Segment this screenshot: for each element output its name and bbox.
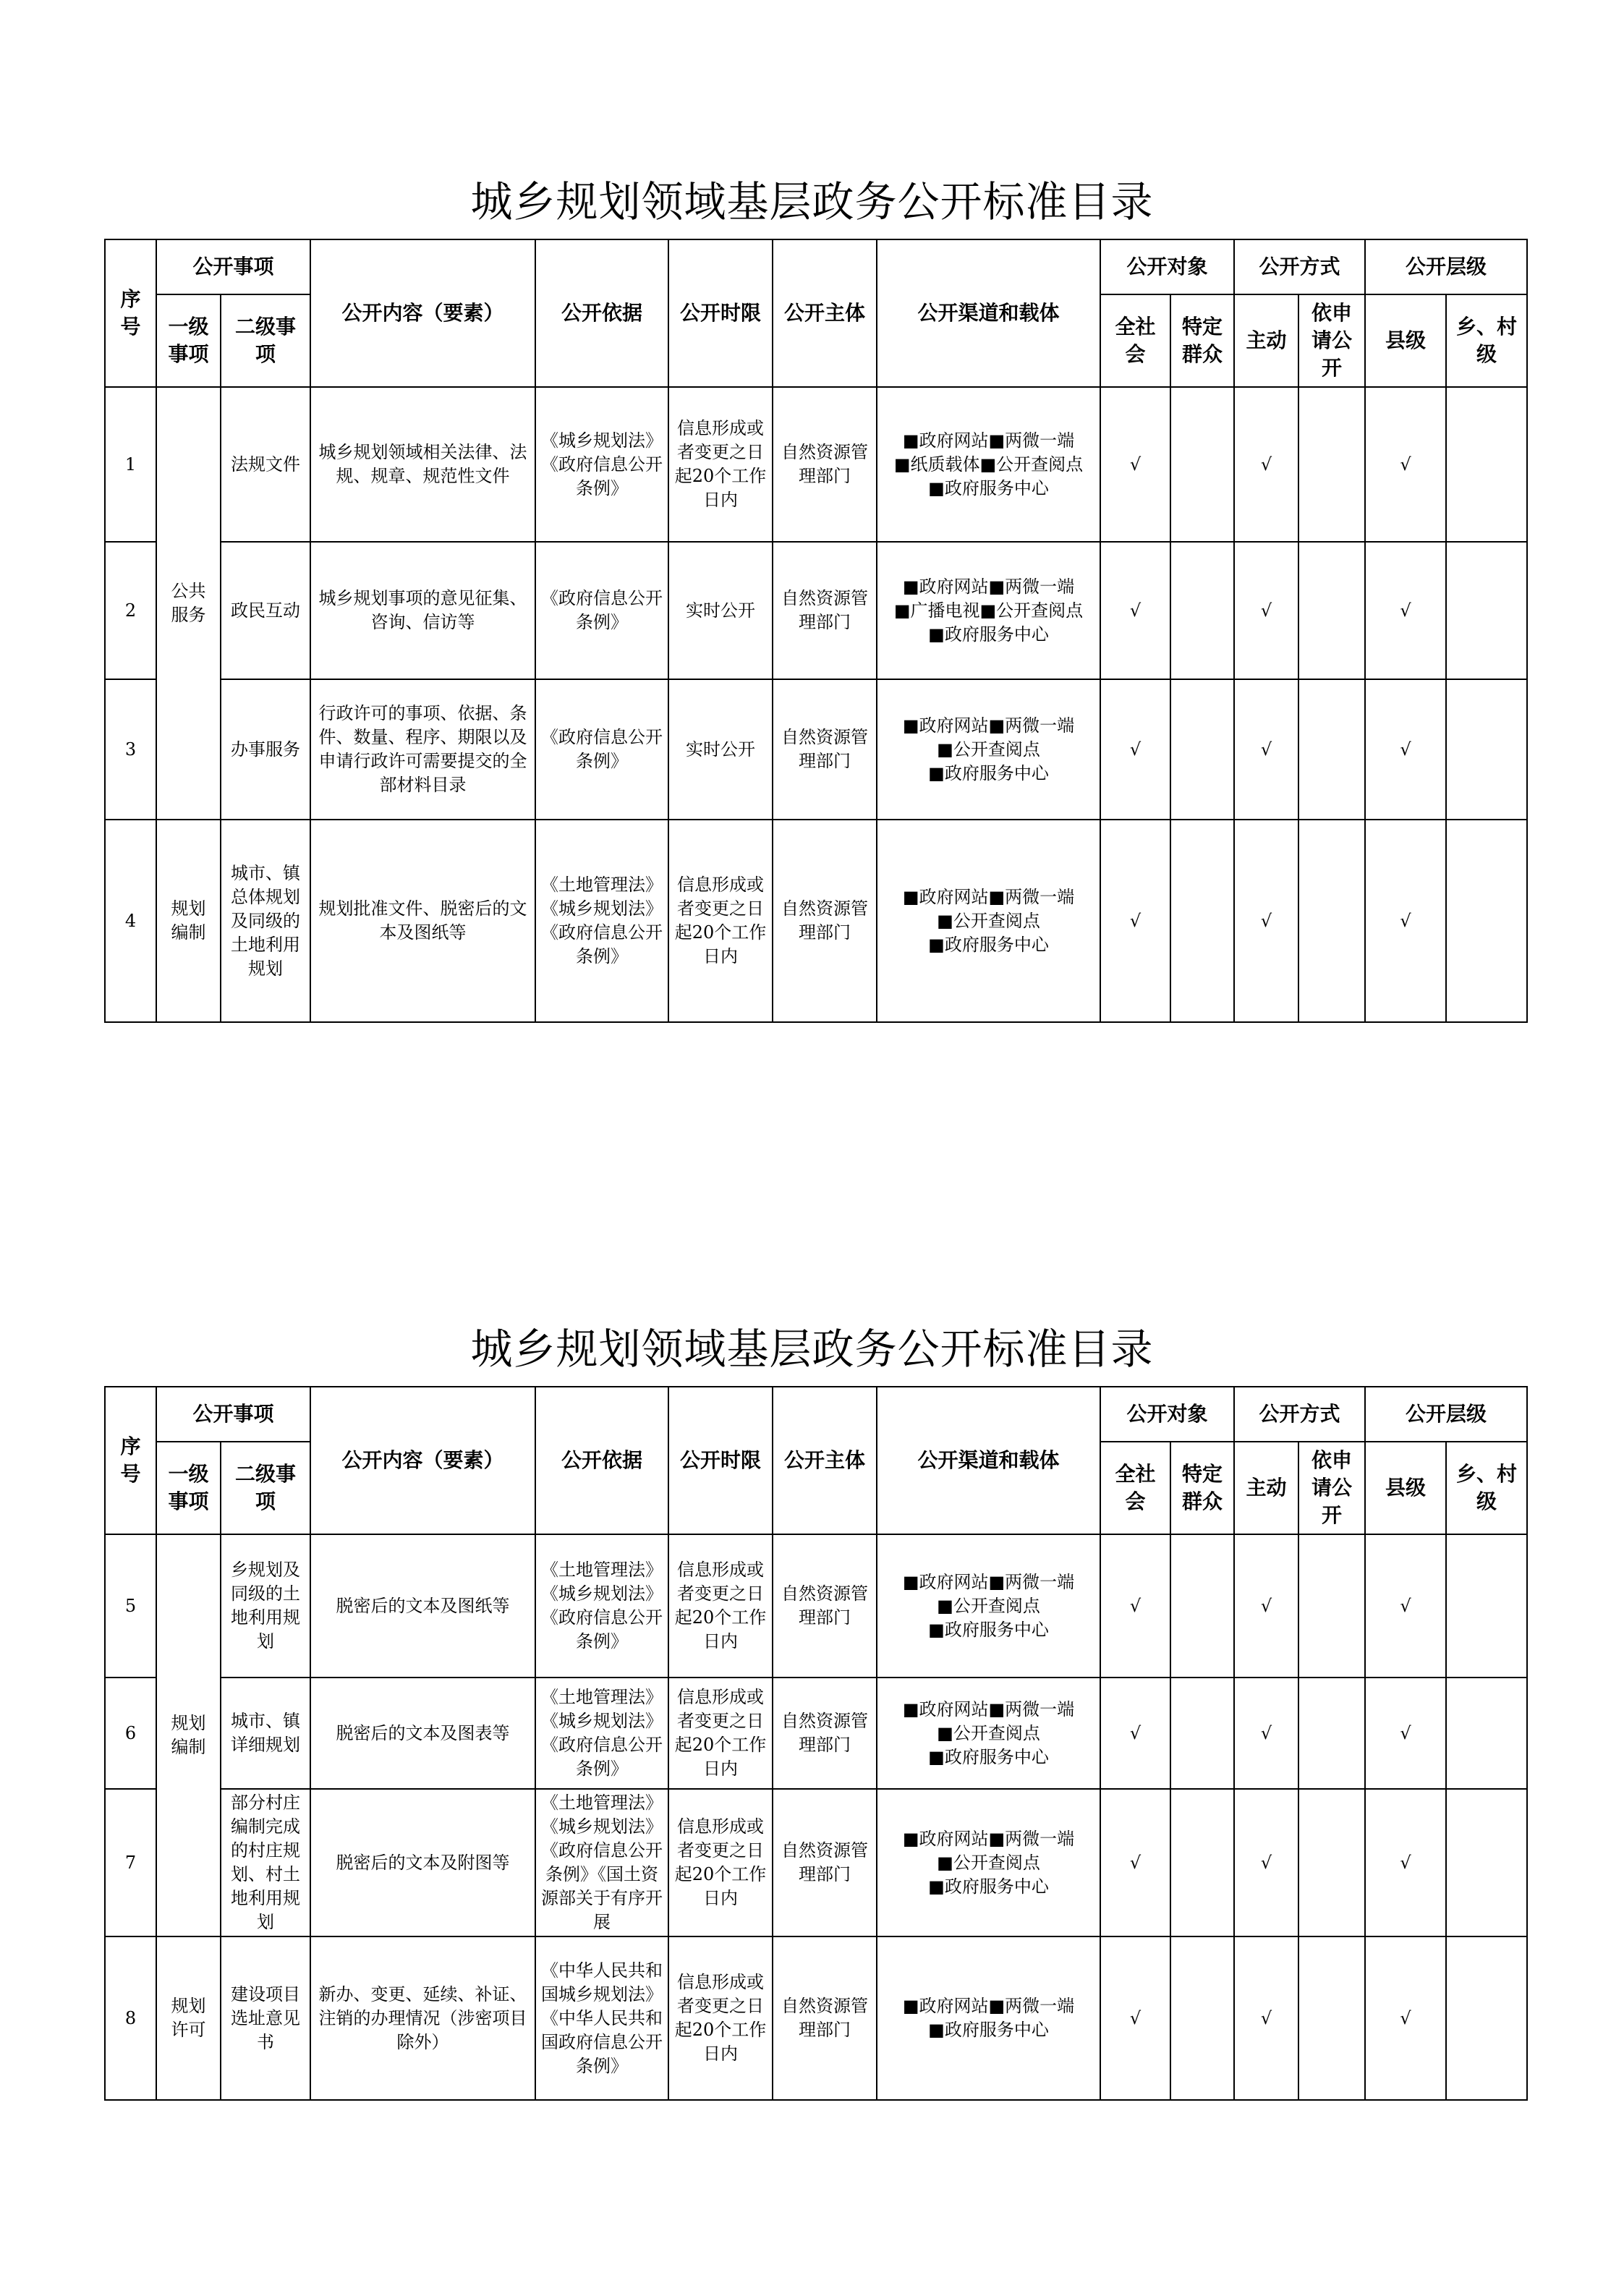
row-basis: 《中华人民共和国城乡规划法》《中华人民共和国政府信息公开条例》 xyxy=(535,1936,668,2100)
header-items: 公开事项 xyxy=(156,1387,310,1442)
row-subject: 自然资源管理部门 xyxy=(773,679,877,820)
channel-line: ■政府服务中心 xyxy=(928,934,1049,955)
table-row xyxy=(105,1789,1527,1936)
header-method: 公开方式 xyxy=(1234,239,1365,294)
header-subject: 公开主体 xyxy=(773,239,877,387)
row-subject: 自然资源管理部门 xyxy=(773,542,877,679)
row-specific-group xyxy=(1170,679,1234,820)
row-on-request xyxy=(1298,1936,1365,2100)
header-hierarchy: 公开层级 xyxy=(1365,1387,1527,1442)
row-channels xyxy=(877,542,1100,679)
table-row xyxy=(105,820,1527,1022)
row-subject: 自然资源管理部门 xyxy=(773,387,877,542)
channel-line: ■政府服务中心 xyxy=(928,624,1049,645)
table-row xyxy=(105,387,1527,542)
row-channels xyxy=(877,1534,1100,1678)
row-whole-society: √ xyxy=(1100,1678,1170,1789)
row-level1: 公共 服务 xyxy=(156,387,221,820)
row-on-request xyxy=(1298,679,1365,820)
header-hierarchy: 公开层级 xyxy=(1365,239,1527,294)
row-county: √ xyxy=(1365,679,1446,820)
header-content: 公开内容（要素） xyxy=(310,1387,535,1534)
row-active: √ xyxy=(1234,542,1298,679)
table-row xyxy=(105,1534,1527,1678)
header-county: 县级 xyxy=(1365,1442,1446,1534)
row-basis: 《土地管理法》《城乡规划法》《政府信息公开条例》《国土资源部关于有序开展 xyxy=(535,1789,668,1936)
row-channels xyxy=(877,820,1100,1022)
row-basis: 《政府信息公开条例》 xyxy=(535,542,668,679)
row-level2: 法规文件 xyxy=(221,387,310,542)
row-on-request xyxy=(1298,1534,1365,1678)
header-audience: 公开对象 xyxy=(1100,239,1234,294)
header-on-request: 依申 请公 开 xyxy=(1298,1442,1365,1534)
row-on-request xyxy=(1298,1678,1365,1789)
row-active: √ xyxy=(1234,1936,1298,2100)
row-subject: 自然资源管理部门 xyxy=(773,1936,877,2100)
row-county: √ xyxy=(1365,1936,1446,2100)
row-township-village xyxy=(1446,1936,1527,2100)
row-whole-society: √ xyxy=(1100,820,1170,1022)
table-row xyxy=(105,542,1527,679)
row-subject: 自然资源管理部门 xyxy=(773,820,877,1022)
row-level2: 城市、镇总体规划及同级的土地利用规划 xyxy=(221,820,310,1022)
channel-line: ■政府服务中心 xyxy=(928,1746,1049,1767)
row-basis: 《土地管理法》《城乡规划法》《政府信息公开条例》 xyxy=(535,820,668,1022)
header-level1: 一级 事项 xyxy=(156,1442,221,1534)
row-whole-society: √ xyxy=(1100,1534,1170,1678)
row-content: 规划批准文件、脱密后的文本及图纸等 xyxy=(310,820,535,1022)
row-on-request xyxy=(1298,542,1365,679)
row-content: 脱密后的文本及图纸等 xyxy=(310,1534,535,1678)
row-county: √ xyxy=(1365,542,1446,679)
header-township-village: 乡、村 级 xyxy=(1446,294,1527,387)
row-channels xyxy=(877,387,1100,542)
row-specific-group xyxy=(1170,387,1234,542)
header-audience: 公开对象 xyxy=(1100,1387,1234,1442)
row-time-limit: 信息形成或者变更之日起20个工作日内 xyxy=(668,1936,773,2100)
header-specific-group: 特定 群众 xyxy=(1170,1442,1234,1534)
row-no: 2 xyxy=(105,542,156,679)
row-active: √ xyxy=(1234,387,1298,542)
header-time-limit: 公开时限 xyxy=(668,1387,773,1534)
header-items: 公开事项 xyxy=(156,239,310,294)
channel-line: ■政府服务中心 xyxy=(928,477,1049,498)
page-title: 城乡规划领域基层政务公开标准目录 xyxy=(470,1325,1154,1374)
row-specific-group xyxy=(1170,1936,1234,2100)
row-content: 城乡规划事项的意见征集、咨询、信访等 xyxy=(310,542,535,679)
row-time-limit: 实时公开 xyxy=(668,679,773,820)
header-time-limit: 公开时限 xyxy=(668,239,773,387)
header-level1: 一级 事项 xyxy=(156,294,221,387)
channel-line: ■政府网站■两微一端 xyxy=(902,886,1075,907)
row-channels xyxy=(877,1789,1100,1936)
row-active: √ xyxy=(1234,1534,1298,1678)
channel-line: ■公开查阅点 xyxy=(937,739,1040,760)
table-row xyxy=(105,1936,1527,2100)
row-basis: 《土地管理法》《城乡规划法》《政府信息公开条例》 xyxy=(535,1534,668,1678)
row-county: √ xyxy=(1365,1789,1446,1936)
row-subject: 自然资源管理部门 xyxy=(773,1789,877,1936)
channel-line: ■政府网站■两微一端 xyxy=(902,1996,1075,2016)
row-whole-society: √ xyxy=(1100,387,1170,542)
row-basis: 《政府信息公开条例》 xyxy=(535,679,668,820)
channel-line: ■政府网站■两微一端 xyxy=(902,1571,1075,1592)
row-subject: 自然资源管理部门 xyxy=(773,1678,877,1789)
channel-line: ■政府网站■两微一端 xyxy=(902,430,1075,451)
row-level2: 建设项目选址意见书 xyxy=(221,1936,310,2100)
row-specific-group xyxy=(1170,820,1234,1022)
row-level2: 城市、镇详细规划 xyxy=(221,1678,310,1789)
header-on-request: 依申 请公 开 xyxy=(1298,294,1365,387)
channel-line: ■公开查阅点 xyxy=(937,910,1040,931)
header-whole-society: 全社 会 xyxy=(1100,1442,1170,1534)
row-township-village xyxy=(1446,679,1527,820)
catalog-table xyxy=(104,239,1528,1023)
catalog-table xyxy=(104,1386,1528,2101)
row-active: √ xyxy=(1234,820,1298,1022)
channel-line: ■政府网站■两微一端 xyxy=(902,1698,1075,1719)
row-level1: 规划 许可 xyxy=(156,1936,221,2100)
row-no: 4 xyxy=(105,820,156,1022)
channel-line: ■公开查阅点 xyxy=(937,1722,1040,1743)
row-whole-society: √ xyxy=(1100,679,1170,820)
header-level2: 二级事 项 xyxy=(221,1442,310,1534)
row-no: 6 xyxy=(105,1678,156,1789)
row-content: 脱密后的文本及图表等 xyxy=(310,1678,535,1789)
row-county: √ xyxy=(1365,820,1446,1022)
row-content: 行政许可的事项、依据、条件、数量、程序、期限以及申请行政许可需要提交的全部材料目录 xyxy=(310,679,535,820)
row-township-village xyxy=(1446,387,1527,542)
row-on-request xyxy=(1298,387,1365,542)
row-no: 8 xyxy=(105,1936,156,2100)
header-specific-group: 特定 群众 xyxy=(1170,294,1234,387)
row-whole-society: √ xyxy=(1100,542,1170,679)
row-specific-group xyxy=(1170,1789,1234,1936)
row-specific-group xyxy=(1170,1678,1234,1789)
row-basis: 《土地管理法》《城乡规划法》《政府信息公开条例》 xyxy=(535,1678,668,1789)
row-level2: 乡规划及同级的土地利用规划 xyxy=(221,1534,310,1678)
row-time-limit: 信息形成或者变更之日起20个工作日内 xyxy=(668,387,773,542)
header-level2: 二级事 项 xyxy=(221,294,310,387)
row-content: 城乡规划领域相关法律、法规、规章、规范性文件 xyxy=(310,387,535,542)
row-on-request xyxy=(1298,1789,1365,1936)
channel-line: ■政府服务中心 xyxy=(928,1619,1049,1640)
table-row xyxy=(105,1678,1527,1789)
header-township-village: 乡、村 级 xyxy=(1446,1442,1527,1534)
row-time-limit: 信息形成或者变更之日起20个工作日内 xyxy=(668,820,773,1022)
row-whole-society: √ xyxy=(1100,1936,1170,2100)
row-channels xyxy=(877,1678,1100,1789)
header-active: 主动 xyxy=(1234,294,1298,387)
row-subject: 自然资源管理部门 xyxy=(773,1534,877,1678)
row-active: √ xyxy=(1234,1789,1298,1936)
row-township-village xyxy=(1446,1678,1527,1789)
header-channels: 公开渠道和载体 xyxy=(877,1387,1100,1534)
row-whole-society: √ xyxy=(1100,1789,1170,1936)
row-township-village xyxy=(1446,820,1527,1022)
channel-line: ■政府网站■两微一端 xyxy=(902,1828,1075,1849)
row-township-village xyxy=(1446,1534,1527,1678)
header-no: 序 号 xyxy=(105,239,156,387)
row-level2: 部分村庄编制完成的村庄规划、村土地利用规划 xyxy=(221,1789,310,1936)
row-time-limit: 信息形成或者变更之日起20个工作日内 xyxy=(668,1534,773,1678)
row-time-limit: 信息形成或者变更之日起20个工作日内 xyxy=(668,1678,773,1789)
row-channels xyxy=(877,679,1100,820)
channel-line: ■公开查阅点 xyxy=(937,1595,1040,1616)
header-basis: 公开依据 xyxy=(535,1387,668,1534)
channel-line: ■广播电视■公开查阅点 xyxy=(893,600,1084,621)
channel-line: ■纸质载体■公开查阅点 xyxy=(893,454,1084,475)
channel-line: ■政府网站■两微一端 xyxy=(902,576,1075,597)
row-content: 新办、变更、延续、补证、注销的办理情况（涉密项目除外） xyxy=(310,1936,535,2100)
row-township-village xyxy=(1446,1789,1527,1936)
row-level1: 规划 编制 xyxy=(156,1534,221,1936)
row-no: 5 xyxy=(105,1534,156,1678)
channel-line: ■政府服务中心 xyxy=(928,762,1049,783)
row-time-limit: 信息形成或者变更之日起20个工作日内 xyxy=(668,1789,773,1936)
header-basis: 公开依据 xyxy=(535,239,668,387)
row-time-limit: 实时公开 xyxy=(668,542,773,679)
channel-line: ■公开查阅点 xyxy=(937,1852,1040,1873)
channel-line: ■政府网站■两微一端 xyxy=(902,715,1075,736)
row-no: 7 xyxy=(105,1789,156,1936)
channel-line: ■政府服务中心 xyxy=(928,1876,1049,1897)
row-on-request xyxy=(1298,820,1365,1022)
row-specific-group xyxy=(1170,542,1234,679)
header-channels: 公开渠道和载体 xyxy=(877,239,1100,387)
table-row xyxy=(105,679,1527,820)
row-county: √ xyxy=(1365,387,1446,542)
header-county: 县级 xyxy=(1365,294,1446,387)
row-basis: 《城乡规划法》《政府信息公开条例》 xyxy=(535,387,668,542)
header-active: 主动 xyxy=(1234,1442,1298,1534)
row-level1: 规划 编制 xyxy=(156,820,221,1022)
row-no: 1 xyxy=(105,387,156,542)
row-specific-group xyxy=(1170,1534,1234,1678)
row-active: √ xyxy=(1234,1678,1298,1789)
page-title: 城乡规划领域基层政务公开标准目录 xyxy=(470,177,1154,226)
row-channels xyxy=(877,1936,1100,2100)
row-township-village xyxy=(1446,542,1527,679)
header-no: 序 号 xyxy=(105,1387,156,1534)
row-active: √ xyxy=(1234,679,1298,820)
row-no: 3 xyxy=(105,679,156,820)
channel-line: ■政府服务中心 xyxy=(928,2020,1049,2040)
header-content: 公开内容（要素） xyxy=(310,239,535,387)
header-subject: 公开主体 xyxy=(773,1387,877,1534)
row-level2: 政民互动 xyxy=(221,542,310,679)
row-level2: 办事服务 xyxy=(221,679,310,820)
row-county: √ xyxy=(1365,1534,1446,1678)
header-whole-society: 全社 会 xyxy=(1100,294,1170,387)
row-county: √ xyxy=(1365,1678,1446,1789)
row-content: 脱密后的文本及附图等 xyxy=(310,1789,535,1936)
header-method: 公开方式 xyxy=(1234,1387,1365,1442)
